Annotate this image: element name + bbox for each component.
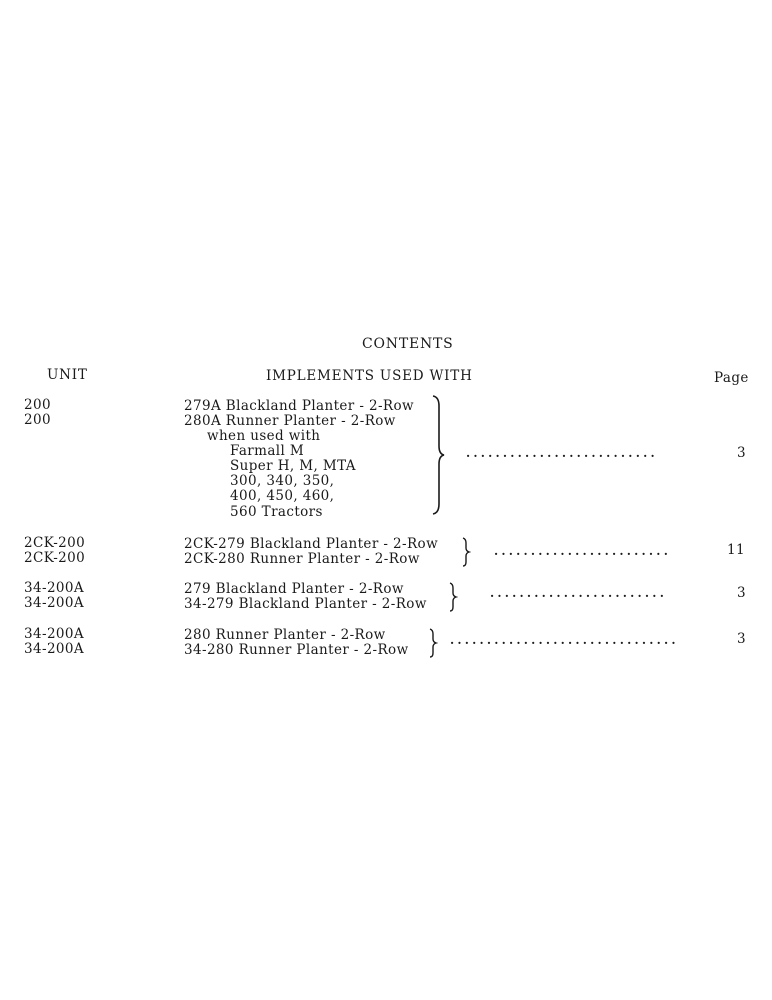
implement-name: 280 Runner Planter - 2-Row bbox=[184, 627, 386, 643]
implement-name: 34-280 Runner Planter - 2-Row bbox=[184, 642, 409, 658]
column-header-unit: UNIT bbox=[47, 367, 88, 383]
tractor-model: Farmall M bbox=[230, 443, 305, 459]
unit-number: 2CK-200 bbox=[24, 550, 86, 566]
unit-number: 34-200A bbox=[24, 595, 85, 611]
unit-number: 34-200A bbox=[24, 580, 85, 596]
tractor-model: 400, 450, 460, bbox=[230, 488, 335, 504]
column-header-implements: IMPLEMENTS USED WITH bbox=[266, 368, 473, 384]
column-header-page: Page bbox=[714, 370, 749, 386]
implement-name: 280A Runner Planter - 2-Row bbox=[184, 413, 396, 429]
unit-number: 34-200A bbox=[24, 626, 85, 642]
implement-name: 279A Blackland Planter - 2-Row bbox=[184, 398, 414, 414]
implement-note: when used with bbox=[207, 428, 321, 444]
page-number: 3 bbox=[737, 631, 746, 647]
page-title: CONTENTS bbox=[362, 336, 454, 352]
tractor-model: 560 Tractors bbox=[230, 504, 323, 520]
page-number: 3 bbox=[737, 585, 746, 601]
dot-leader: ............................... bbox=[450, 633, 679, 647]
unit-number: 200 bbox=[24, 412, 51, 428]
unit-number: 2CK-200 bbox=[24, 535, 86, 551]
dot-leader: ........................ bbox=[490, 586, 668, 600]
implement-name: 34-279 Blackland Planter - 2-Row bbox=[184, 596, 427, 612]
dot-leader: .......................... bbox=[466, 446, 658, 460]
unit-number: 200 bbox=[24, 397, 51, 413]
implement-name: 2CK-279 Blackland Planter - 2-Row bbox=[184, 536, 439, 552]
page-number: 11 bbox=[727, 542, 745, 558]
right-brace-icon bbox=[430, 394, 446, 516]
dot-leader: ........................ bbox=[494, 544, 672, 558]
implement-name: 2CK-280 Runner Planter - 2-Row bbox=[184, 551, 420, 567]
tractor-model: Super H, M, MTA bbox=[230, 458, 356, 474]
unit-number: 34-200A bbox=[24, 641, 85, 657]
implement-name: 279 Blackland Planter - 2-Row bbox=[184, 581, 404, 597]
page-number: 3 bbox=[737, 445, 746, 461]
right-brace-icon bbox=[461, 536, 471, 568]
right-brace-icon bbox=[428, 627, 438, 659]
right-brace-icon bbox=[448, 581, 458, 613]
tractor-model: 300, 340, 350, bbox=[230, 473, 335, 489]
